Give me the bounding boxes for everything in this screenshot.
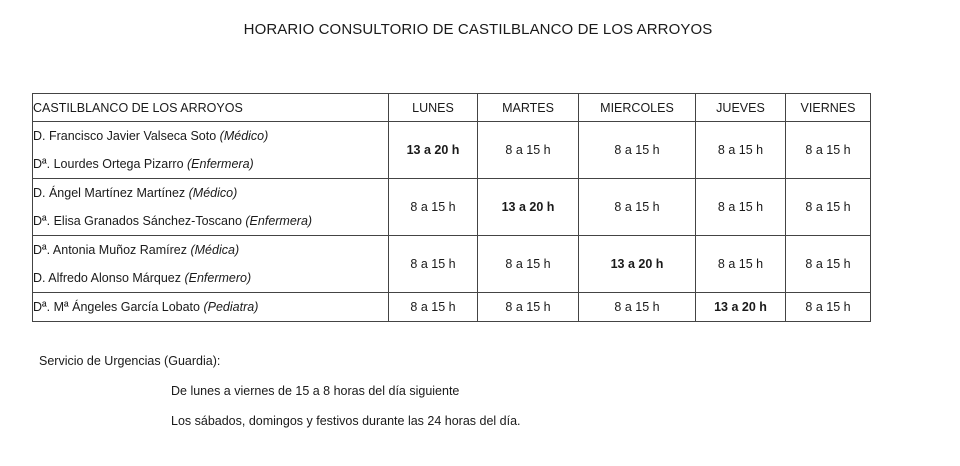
hours-cell-jueves: 8 a 15 h — [696, 236, 786, 293]
staff-name: Dª. Lourdes Ortega Pizarro — [33, 157, 184, 171]
table-header-row — [33, 94, 871, 122]
staff-cell — [33, 179, 389, 236]
staff-entry — [33, 236, 388, 264]
hours-cell-miercoles: 8 a 15 h — [579, 122, 696, 179]
staff-name: Dª. Elisa Granados Sánchez-Toscano — [33, 214, 242, 228]
header-location: CASTILBLANCO DE LOS ARROYOS — [33, 94, 389, 122]
hours-cell-martes: 13 a 20 h — [478, 179, 579, 236]
staff-role: (Médico) — [219, 129, 269, 143]
header-day-martes: MARTES — [478, 94, 579, 122]
staff-entry — [33, 293, 388, 321]
staff-cell — [33, 122, 389, 179]
hours-cell-viernes: 8 a 15 h — [786, 122, 871, 179]
hours-cell-miercoles: 13 a 20 h — [579, 236, 696, 293]
hours-cell-jueves: 13 a 20 h — [696, 293, 786, 322]
table-row — [33, 179, 871, 236]
hours-cell-miercoles: 8 a 15 h — [579, 179, 696, 236]
header-day-miercoles: MIERCOLES — [579, 94, 696, 122]
hours-cell-viernes: 8 a 15 h — [786, 179, 871, 236]
hours-cell-lunes: 8 a 15 h — [389, 236, 478, 293]
staff-cell — [33, 293, 389, 322]
schedule-table — [32, 93, 871, 322]
header-day-viernes: VIERNES — [786, 94, 871, 122]
table-row — [33, 236, 871, 293]
urgencias-weekend-line: Los sábados, domingos y festivos durante las 24 horas del día. — [171, 414, 521, 428]
staff-role: (Médico) — [188, 186, 238, 200]
staff-role: (Enfermera) — [187, 157, 254, 171]
staff-entry — [33, 122, 388, 150]
hours-cell-miercoles: 8 a 15 h — [579, 293, 696, 322]
hours-cell-lunes: 13 a 20 h — [389, 122, 478, 179]
hours-cell-viernes: 8 a 15 h — [786, 293, 871, 322]
staff-name: D. Ángel Martínez Martínez — [33, 186, 186, 200]
hours-cell-martes: 8 a 15 h — [478, 236, 579, 293]
urgencias-title: Servicio de Urgencias (Guardia): — [39, 354, 221, 368]
staff-entry — [33, 179, 388, 207]
hours-cell-viernes: 8 a 15 h — [786, 236, 871, 293]
staff-role: (Enfermera) — [245, 214, 313, 228]
header-day-jueves: JUEVES — [696, 94, 786, 122]
hours-cell-lunes: 8 a 15 h — [389, 179, 478, 236]
staff-name: Dª. Mª Ángeles García Lobato — [33, 300, 200, 314]
header-day-lunes: LUNES — [389, 94, 478, 122]
staff-entry — [33, 264, 388, 292]
staff-name: D. Francisco Javier Valseca Soto — [33, 129, 217, 143]
table-row — [33, 122, 871, 179]
staff-entry — [33, 207, 388, 235]
urgencias-weekday-line: De lunes a viernes de 15 a 8 horas del día siguiente — [171, 384, 460, 398]
staff-role: (Médica) — [190, 243, 240, 257]
hours-cell-jueves: 8 a 15 h — [696, 122, 786, 179]
hours-cell-lunes: 8 a 15 h — [389, 293, 478, 322]
page-title: HORARIO CONSULTORIO DE CASTILBLANCO DE LOS ARROYOS — [243, 21, 713, 38]
staff-role: (Enfermero) — [184, 271, 252, 285]
hours-cell-martes: 8 a 15 h — [478, 122, 579, 179]
staff-cell — [33, 236, 389, 293]
staff-name: D. Alfredo Alonso Márquez — [33, 271, 181, 285]
table-row — [33, 293, 871, 322]
hours-cell-jueves: 8 a 15 h — [696, 179, 786, 236]
staff-name: Dª. Antonia Muñoz Ramírez — [33, 243, 187, 257]
hours-cell-martes: 8 a 15 h — [478, 293, 579, 322]
staff-entry — [33, 150, 388, 178]
staff-role: (Pediatra) — [203, 300, 259, 314]
